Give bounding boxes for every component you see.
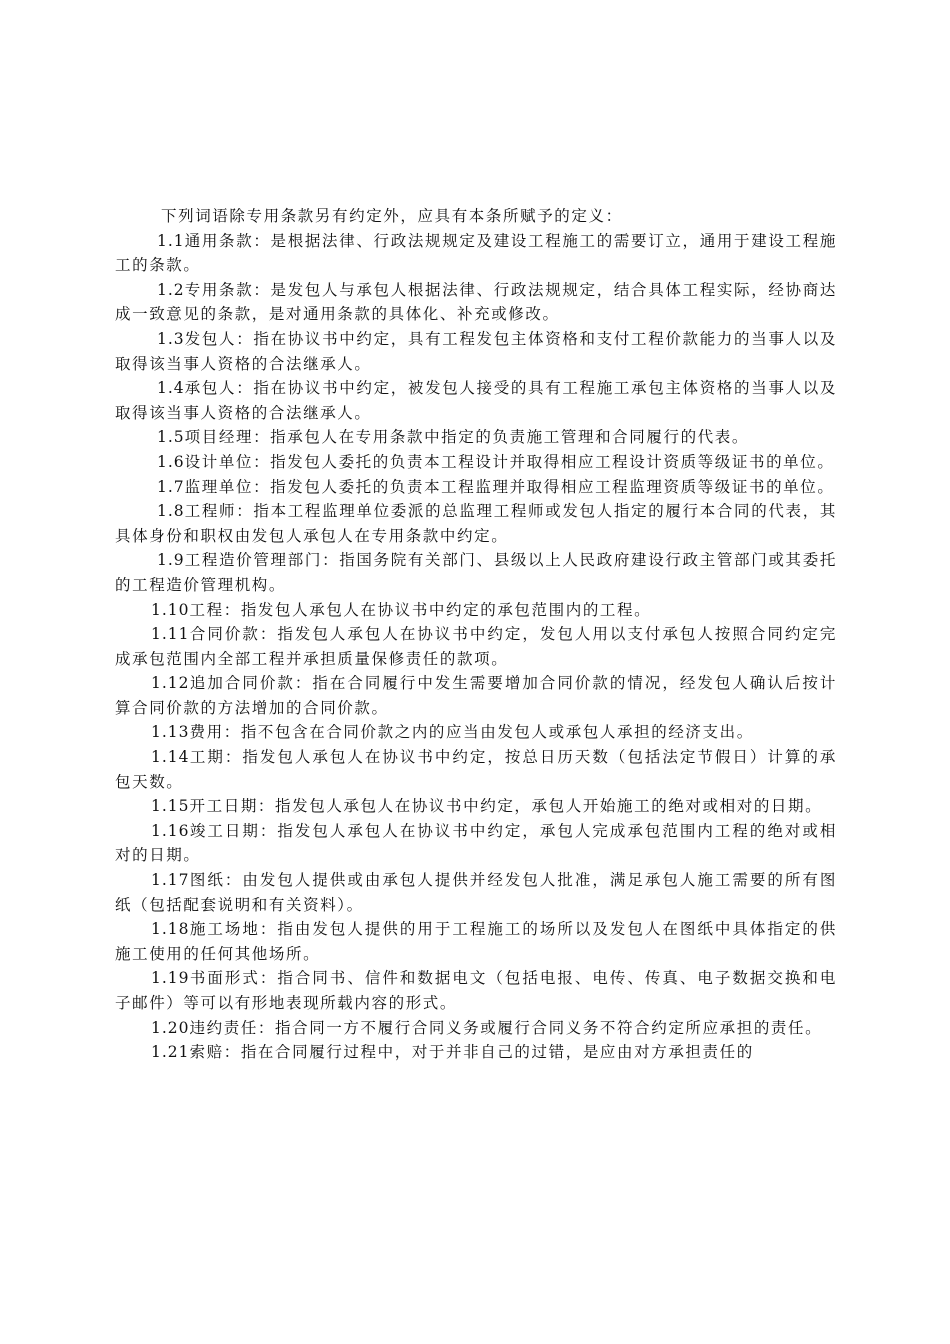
clause-text: ：指发包人承包人在协议书中约定，按总日历天数（包括法定节假日）计算的承包天数。 xyxy=(115,748,837,791)
clause-number: 1.1 xyxy=(157,231,185,250)
clause-number: 1.16 xyxy=(151,821,190,840)
clause-number: 1.20 xyxy=(151,1018,190,1037)
clause-text: ：指在协议书中约定，具有工程发包主体资格和支付工程价款能力的当事人以及取得该当事人资格的合法继承人。 xyxy=(115,329,837,373)
clause-list xyxy=(115,229,837,1065)
clause-paragraph xyxy=(115,548,837,597)
clause-paragraph xyxy=(115,598,837,623)
clause-paragraph xyxy=(115,1040,837,1065)
clause-term: 施工场地 xyxy=(189,920,260,939)
clause-number: 1.10 xyxy=(151,600,190,619)
clause-text: ：是根据法律、行政法规规定及建设工程施工的需要订立，通用于建设工程施工的条款。 xyxy=(115,231,837,275)
clause-text: ：指发包人承包人在协议书中约定，承包人开始施工的绝对或相对的日期。 xyxy=(257,797,823,816)
clause-paragraph xyxy=(115,745,837,794)
clause-term: 费用 xyxy=(189,723,224,742)
clause-number: 1.15 xyxy=(151,797,190,816)
clause-number: 1.5 xyxy=(157,428,185,447)
clause-term: 违约责任 xyxy=(189,1018,258,1037)
clause-term: 工程造价管理部门 xyxy=(184,551,323,570)
clause-number: 1.2 xyxy=(157,280,185,299)
clause-number: 1.17 xyxy=(151,871,190,890)
clause-number: 1.14 xyxy=(151,748,190,767)
clause-text: ：由发包人提供或由承包人提供并经发包人批准，满足承包人施工需要的所有图纸（包括配套说明和有关资料）。 xyxy=(115,871,837,914)
clause-text: ：指由发包人提供的用于工程施工的场所以及发包人在图纸中具体指定的供施工使用的任何其他场所。 xyxy=(115,920,837,963)
clause-text: ：指不包含在合同价款之内的应当由发包人或承包人承担的经济支出。 xyxy=(223,723,754,742)
clause-paragraph xyxy=(115,720,837,745)
clause-term: 图纸 xyxy=(189,871,225,890)
clause-paragraph xyxy=(115,671,837,720)
clause-number: 1.12 xyxy=(151,674,190,693)
clause-paragraph xyxy=(115,229,837,278)
clause-paragraph xyxy=(115,425,837,450)
clause-paragraph xyxy=(115,868,837,917)
clause-paragraph xyxy=(115,1016,837,1041)
clause-term: 追加合同价款 xyxy=(189,674,295,693)
clause-paragraph xyxy=(115,475,837,500)
clause-term: 索赔 xyxy=(189,1043,224,1062)
clause-paragraph xyxy=(115,499,837,548)
clause-number: 1.4 xyxy=(157,379,185,398)
clause-term: 设计单位 xyxy=(184,452,254,471)
clause-paragraph xyxy=(115,622,837,671)
clause-term: 工程 xyxy=(189,600,224,619)
clause-text: ：指发包人委托的负责本工程设计并取得相应工程设计资质等级证书的单位。 xyxy=(253,452,835,471)
clause-text: ：指在协议书中约定，被发包人接受的具有工程施工承包主体资格的当事人以及取得该当事人资格的合法继承人。 xyxy=(115,379,837,422)
clause-term: 开工日期 xyxy=(189,797,258,816)
definitions-section xyxy=(115,204,837,1065)
clause-number: 1.3 xyxy=(157,329,185,348)
intro-paragraph: 下列词语除专用条款另有约定外，应具有本条所赋予的定义： xyxy=(161,207,623,225)
clause-term: 书面形式 xyxy=(189,969,260,988)
clause-paragraph xyxy=(115,819,837,868)
clause-number: 1.8 xyxy=(157,502,185,521)
clause-text: ：指本工程监理单位委派的总监理工程师或发包人指定的履行本合同的代表，其具体身份和职权由发包人承包人在专用条款中约定。 xyxy=(115,502,837,545)
clause-paragraph xyxy=(115,966,837,1015)
clause-term: 通用条款 xyxy=(184,231,254,250)
clause-text: ：指在合同履行过程中，对于并非自己的过错，是应由对方承担责任的 xyxy=(223,1043,754,1062)
clause-paragraph xyxy=(115,917,837,966)
clause-number: 1.21 xyxy=(151,1043,190,1062)
clause-paragraph xyxy=(115,450,837,475)
clause-paragraph xyxy=(115,327,837,376)
clause-paragraph xyxy=(115,794,837,819)
clause-term: 监理单位 xyxy=(184,477,254,496)
clause-term: 工程师 xyxy=(184,502,237,521)
clause-text: ：是发包人与承包人根据法律、行政法规规定，结合具体工程实际，经协商达成一致意见的条款，是对通用条款的具体化、补充或修改。 xyxy=(115,280,837,324)
clause-text: ：指国务院有关部门、县级以上人民政府建设行政主管部门或其委托的工程造价管理机构。 xyxy=(115,551,837,594)
clause-text: ：指发包人承包人在协议书中约定，承包人完成承包范围内工程的绝对或相对的日期。 xyxy=(115,821,837,865)
clause-term: 项目经理 xyxy=(184,428,254,447)
clause-text: ：指在合同履行中发生需要增加合同价款的情况，经发包人确认后按计算合同价款的方法增加的合同价款。 xyxy=(115,674,837,717)
clause-term: 合同价款 xyxy=(189,625,260,644)
clause-term: 工期 xyxy=(189,748,225,767)
clause-text: ：指发包人承包人在协议书中约定的承包范围内的工程。 xyxy=(223,600,652,619)
clause-number: 1.7 xyxy=(157,477,185,496)
clause-number: 1.11 xyxy=(151,625,190,644)
clause-term: 承包人 xyxy=(184,379,237,398)
clause-number: 1.19 xyxy=(151,969,190,988)
clause-number: 1.13 xyxy=(151,723,190,742)
clause-paragraph xyxy=(115,376,837,425)
clause-text: ：指合同书、信件和数据电文（包括电报、电传、传真、电子数据交换和电子邮件）等可以有形地表现所载内容的形式。 xyxy=(115,969,837,1012)
clause-paragraph xyxy=(115,278,837,327)
clause-text: ：指发包人承包人在协议书中约定，发包人用以支付承包人按照合同约定完成承包范围内全部工程并承担质量保修责任的款项。 xyxy=(115,625,837,668)
clause-term: 专用条款 xyxy=(184,280,254,299)
clause-text: ：指发包人委托的负责本工程监理并取得相应工程监理资质等级证书的单位。 xyxy=(253,477,835,496)
clause-number: 1.6 xyxy=(157,452,185,471)
clause-number: 1.18 xyxy=(151,920,190,939)
clause-text: ：指合同一方不履行合同义务或履行合同义务不符合约定所应承担的责任。 xyxy=(257,1018,823,1037)
clause-term: 发包人 xyxy=(184,329,237,348)
clause-number: 1.9 xyxy=(157,551,185,570)
clause-text: ：指承包人在专用条款中指定的负责施工管理和合同履行的代表。 xyxy=(253,428,749,447)
clause-term: 竣工日期 xyxy=(189,821,260,840)
